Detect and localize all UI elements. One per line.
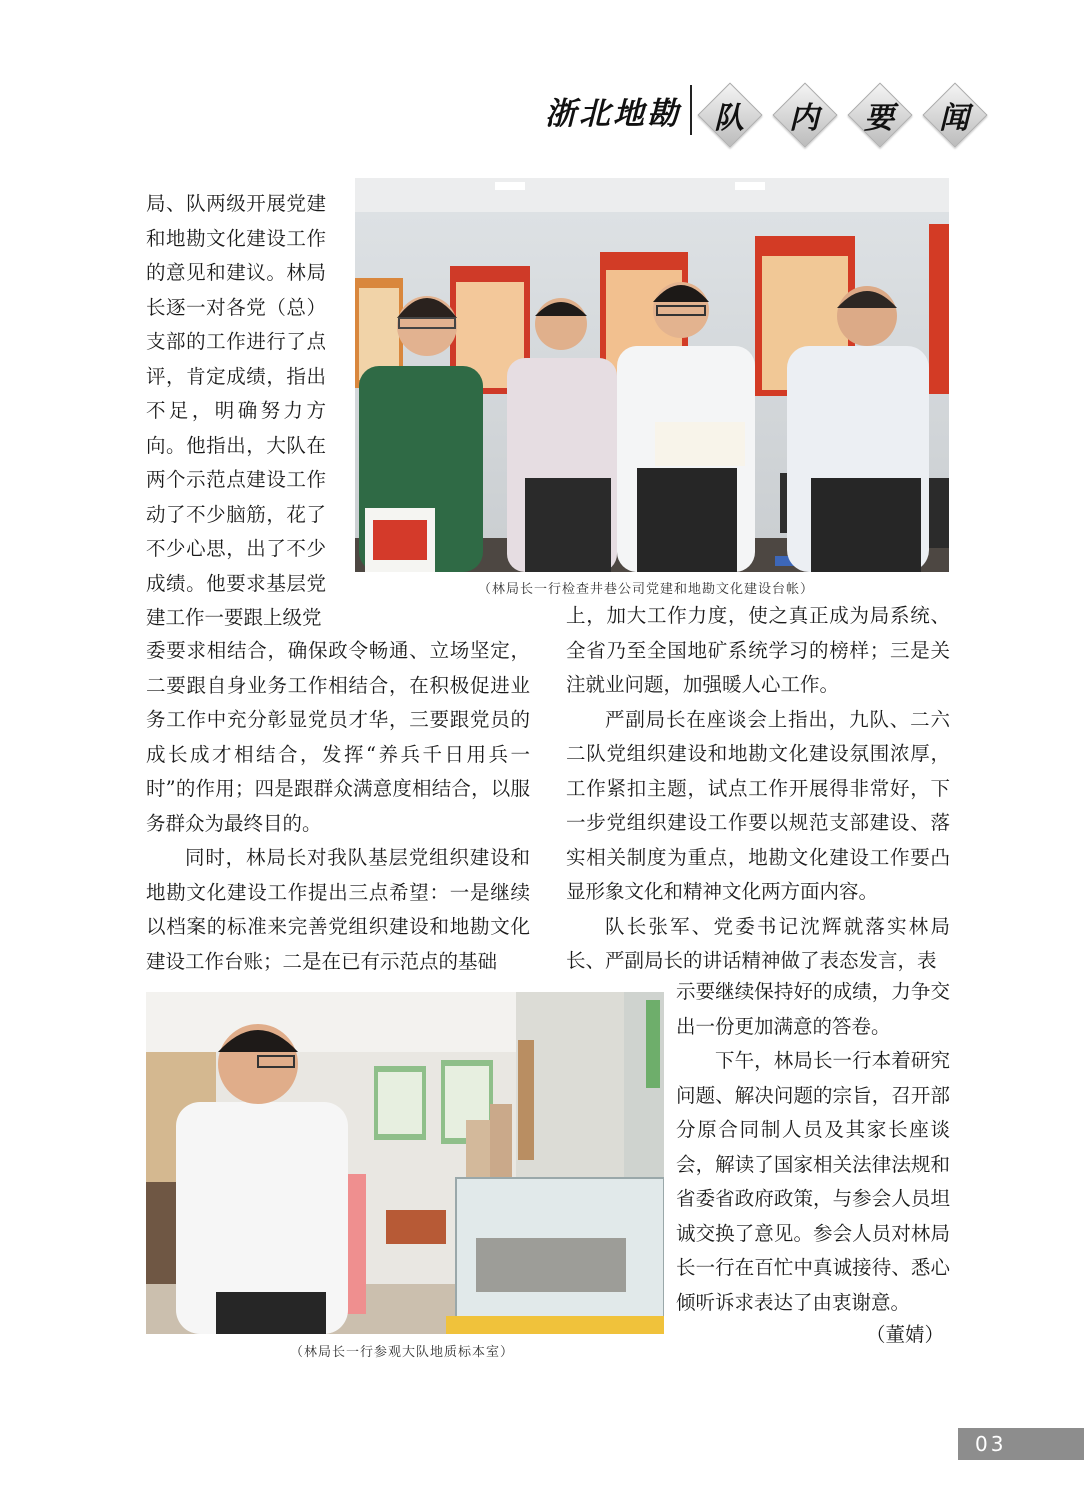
article-text-left-mid [146,634,530,979]
paragraph: 上，加大工作力度，使之真正成为局系统、全省乃至全国地矿系统学习的榜样；三是关注就业问题，加强暖人心工作。 [566,604,950,696]
paragraph: 示要继续保持好的成绩，力争交出一份更加满意的答卷。 [676,980,950,1038]
article-text-left-top: 局、队两级开展党建和地勘文化建设工作的意见和建议。林局长逐一对各党（总）支部的工作进行了点评，肯定成绩，指出不足，明确努力方向。他指出，大队在两个示范点建设工作动了不少脑筋，花了不少心思，出了不少成绩。他要求基层党建工作一要跟上级党 [146,192,326,629]
paragraph: 队长张军、党委书记沈辉就落实林局长、严副局长的讲话精神做了表态发言，表 [566,914,950,972]
bottom-photo-caption: （林局长一行参观大队地质标本室） [290,1345,515,1360]
photo-specimen-image [146,992,664,1334]
photo-party-building-inspection [355,178,949,572]
article-author: （董婧） [866,1323,945,1346]
paragraph: 同时，林局长对我队基层党组织建设和地勘文化建设工作提出三点希望：一是继续以档案的标准来完善党组织建设和地勘文化建设工作台账；二是在已有示范点的基础 [146,846,530,973]
paragraph: 严副局长在座谈会上指出，九队、二六二队党组织建设和地勘文化建设氛围浓厚，工作紧扣主题，试点工作开展得非常好，下一步党组织建设工作要以规范支部建设、落实相关制度为重点，地勘文化建设工作要凸显形象文化和精神文化两方面内容。 [566,707,950,903]
magazine-brand: 浙北地勘 [545,96,681,132]
top-photo-caption: （林局长一行检查井巷公司党建和地勘文化建设台帐） [478,582,815,597]
section-char: 队 [714,101,744,136]
photo-specimen-room [146,992,664,1334]
paragraph: 下午，林局长一行本着研究问题、解决问题的宗旨，召开部分原合同制人员及其家长座谈会，解读了国家相关法律法规和省委省政府政策，与参会人员坦诚交换了意见。参会人员对林局长一行在百忙中真诚接待、悉心倾听诉求表达了由衷谢意。 [676,1049,950,1314]
header-divider [690,85,692,135]
article-text-right-bottom [676,975,950,1320]
section-char: 要 [864,101,894,136]
section-char: 闻 [939,101,969,136]
page-number: 03 [975,1432,1007,1456]
section-char: 内 [789,101,819,136]
photo-inspection-image [355,178,949,572]
paragraph: 委要求相结合，确保政令畅通、立场坚定，二要跟自身业务工作相结合，在积极促进业务工作中充分彰显党员才华，三要跟党员的成长成才相结合，发挥“养兵千日用兵一时”的作用；四是跟群众满意度相结合，以服务群众为最终目的。 [146,639,530,835]
article-text-right [566,599,950,979]
